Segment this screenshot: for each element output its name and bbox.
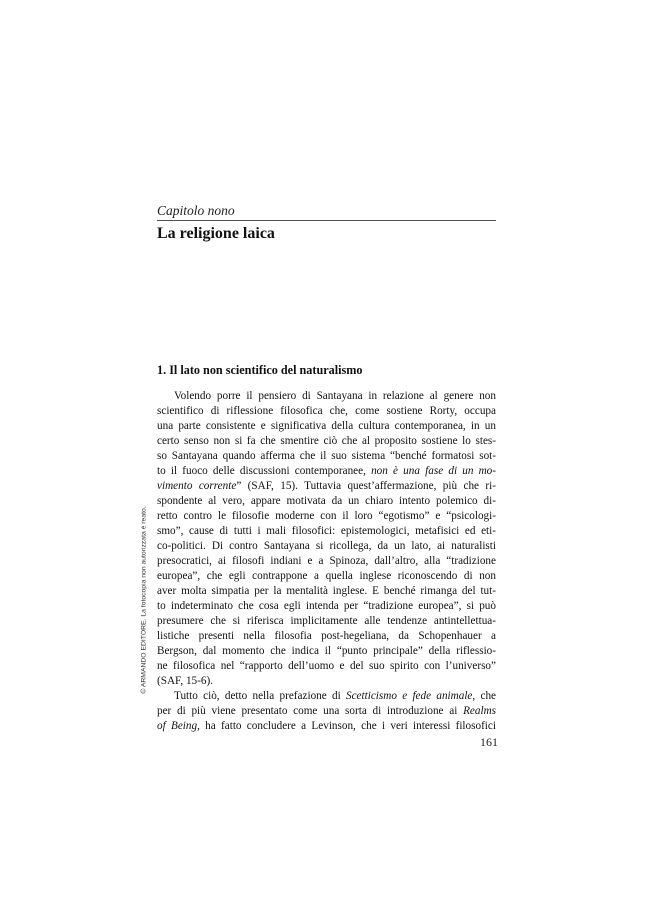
text-line: aver molta simpatia per la mentalità inglese. E benché rimanga del tut- xyxy=(157,585,496,597)
text-line: to indeterminato che cosa egli intenda per “tradizione europea”, si può xyxy=(157,600,496,612)
text-line: spondente al vero, appare motivata da un chiaro intento polemico di- xyxy=(157,495,496,507)
text-line: ne filosofica nel “rapporto dell’uomo e del suo spirito con l’universo” xyxy=(157,660,496,672)
text-line: certo senso non si fa che smentire ciò che al proposito sostiene lo stes- xyxy=(157,435,496,447)
body-text xyxy=(157,389,496,734)
text-line: presumere che si riferisca implicitamente alle tendenze antintellettua- xyxy=(157,615,496,627)
text-line: Tutto ciò, detto nella prefazione di Scetticismo e fede animale, che xyxy=(174,690,497,702)
text-line: presocratici, ai filosofi indiani e a Spinoza, dall’altro, alla “tradizione xyxy=(157,555,496,567)
italic-phrase: of Being xyxy=(157,720,198,732)
page-number: 161 xyxy=(480,735,498,749)
text-line: of Being, ha fatto concludere a Levinson, che i veri interessi filosofici xyxy=(157,720,496,732)
italic-phrase: vimento corrente xyxy=(157,480,237,492)
italic-phrase: Scetticismo e fede animale xyxy=(345,690,473,702)
text-line: smo”, cause di tutti i mali filosofici: epistemologici, metafisici ed eti- xyxy=(157,525,496,537)
text-line: Volendo porre il pensiero di Santayana in relazione al genere non xyxy=(174,390,496,402)
text-line: to il fuoco delle discussioni contemporanee, non è una fase di un mo- xyxy=(157,465,496,477)
chapter-title: La religione laica xyxy=(157,225,275,242)
italic-phrase: Realms xyxy=(463,705,496,717)
text-line: retto contro le filosofie moderne con il loro “egotismo” e “psicologi- xyxy=(157,510,496,522)
copyright-notice: © ARMANDO EDITORE. La fotocopia non autorizzata è reato. xyxy=(140,506,148,694)
text-line: una parte consistente e significativa della cultura contemporanea, in un xyxy=(157,420,496,432)
text-line: vimento corrente” (SAF, 15). Tuttavia quest’affermazione, più che ri- xyxy=(157,480,496,492)
text-line: per di più viene presentato come una sorta di introduzione ai Realms xyxy=(157,705,496,717)
text-line: europea”, che egli contrappone a quella inglese riconoscendo di non xyxy=(157,570,496,582)
text-line: (SAF, 15-6). xyxy=(157,675,213,687)
text-line: so Santayana quando afferma che il suo sistema “benché formatosi sot- xyxy=(157,450,496,462)
text-line: listiche presenti nella filosofia post-hegeliana, da Schopenhauer a xyxy=(157,630,496,642)
text-line: co-politici. Di contro Santayana si ricollega, da un lato, ai naturalisti xyxy=(157,540,496,552)
italic-phrase: non è una fase di un mo- xyxy=(371,465,496,477)
chapter-label: Capitolo nono xyxy=(157,203,235,218)
text-line: Bergson, dal momento che indica il “punto principale” della riflessio- xyxy=(157,645,496,657)
chapter-divider xyxy=(157,220,496,221)
section-heading: 1. Il lato non scientifico del naturalismo xyxy=(157,363,363,377)
text-line: scientifico di riflessione filosofica che, come sostiene Rorty, occupa xyxy=(157,405,496,417)
